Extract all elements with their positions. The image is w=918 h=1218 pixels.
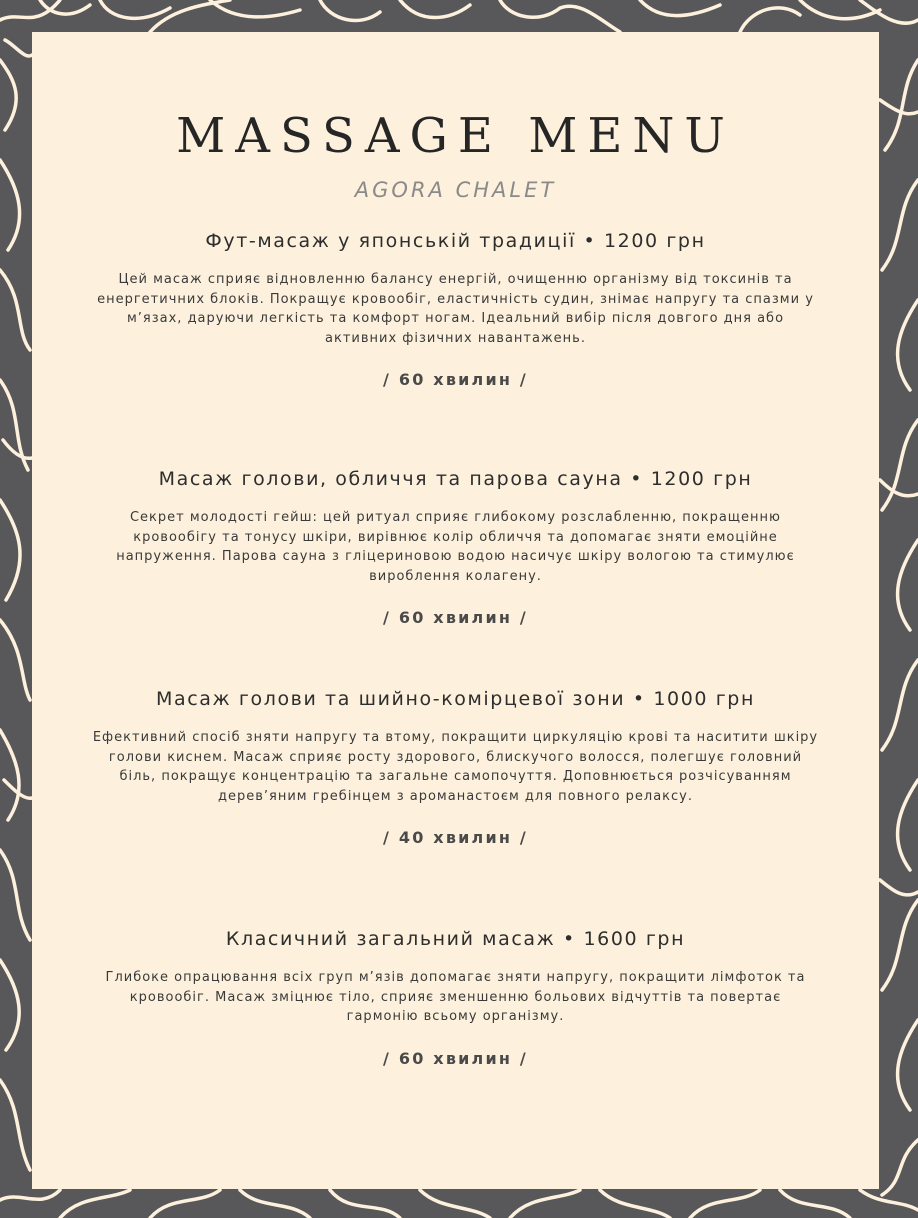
menu-item-duration: / 60 хвилин / xyxy=(383,608,528,627)
menu-item-heading: Фут-масаж у японській традиції • 1200 грн xyxy=(205,230,706,252)
menu-item-description: Ефективний спосіб зняти напругу та втому, покращити циркуляцію крові та наситити шкіру голови киснем. Масаж сприяє росту здорового, блискучого волосся, полегшує головний біль, покращує концентрацію та загальне самопочуття. Доповнюється розчісуванням дерев’яним гребінцем з ароманастоєм для повного релаксу. xyxy=(92,730,819,804)
menu-card xyxy=(32,32,879,1189)
menu-item-description: Глибоке опрацювання всіх груп м’язів допомагає зняти напругу, покращити лімфоток та кровообіг. Масаж зміцнює тіло, сприяє зменшенню больових відчуттів та повертає гармонію всьому організму. xyxy=(105,970,806,1024)
menu-item-duration: / 40 хвилин / xyxy=(383,828,528,847)
menu-item-duration: / 60 хвилин / xyxy=(383,370,528,389)
menu-item-description: Секрет молодості гейш: цей ритуал сприяє глибокому розслабленню, покращенню кровообігу та тонусу шкіри, вирівнює колір обличчя та допомагає зняти емоційне напруження. Парова сауна з гліцериновою водою насичує шкіру вологою та стимулює вироблення колагену. xyxy=(116,510,795,584)
menu-item xyxy=(92,928,819,1068)
menu-item-heading: Масаж голови, обличчя та парова сауна • 1200 грн xyxy=(158,468,753,490)
menu-title: MASSAGE MENU xyxy=(176,108,735,164)
menu-item-heading: Масаж голови та шийно-комірцевої зони • 1000 грн xyxy=(156,688,755,710)
menu-item-heading: Класичний загальний масаж • 1600 грн xyxy=(225,928,686,950)
menu-item xyxy=(92,230,819,389)
menu-item-description: Цей масаж сприяє відновленню балансу енергій, очищенню організму від токсинів та енергетичних блоків. Покращує кровообіг, еластичність судин, знімає напругу та спазми у м’язах, даруючи легкість та комфорт ногам. Ідеальний вибір після довгого дня або активних фізичних навантажень. xyxy=(97,272,814,346)
menu-item xyxy=(92,468,819,627)
menu-item xyxy=(92,688,819,847)
menu-item-duration: / 60 хвилин / xyxy=(383,1048,528,1068)
menu-subtitle: AGORA CHALET xyxy=(354,178,557,202)
